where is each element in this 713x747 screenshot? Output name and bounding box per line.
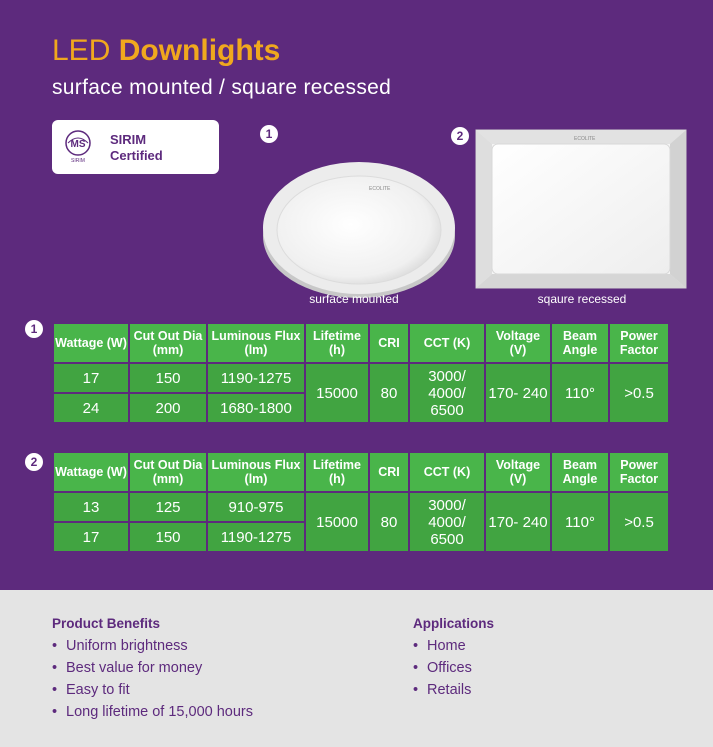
cell-cutout: 200: [129, 393, 207, 423]
list-item: • Easy to fit: [52, 679, 253, 701]
cert-line2: Certified: [110, 148, 163, 163]
cell-flux: 1680-1800: [207, 393, 305, 423]
product-benefits: [52, 616, 253, 723]
cell-voltage: 170- 240: [485, 363, 551, 423]
cell-wattage: 24: [53, 393, 129, 423]
product-1-number: 1: [260, 125, 278, 143]
th-lifetime: Lifetime (h): [305, 452, 369, 492]
table-header-row: [53, 323, 669, 363]
th-voltage: Voltage (V): [485, 323, 551, 363]
applications: [413, 616, 494, 701]
benefits-heading: Product Benefits: [52, 616, 161, 631]
product-2-caption: sqaure recessed: [537, 292, 627, 306]
list-item: • Retails: [413, 679, 494, 701]
th-flux: Luminous Flux (lm): [207, 452, 305, 492]
cell-lifetime: 15000: [305, 492, 369, 552]
cell-cri: 80: [369, 492, 409, 552]
list-item: • Uniform brightness: [52, 635, 253, 657]
th-voltage: Voltage (V): [485, 452, 551, 492]
list-item: • Home: [413, 635, 494, 657]
product-1-brand: ECOLITE: [369, 186, 391, 192]
product-1-caption: surface mounted: [309, 292, 399, 306]
cell-flux: 1190-1275: [207, 363, 305, 393]
surface-mounted-downlight-image: [255, 128, 455, 298]
table-header-row: [53, 452, 669, 492]
cell-pf: >0.5: [609, 363, 669, 423]
bottom-section: [0, 590, 713, 747]
cell-beam: 110°: [551, 363, 609, 423]
table-2-number: 2: [25, 453, 43, 471]
sirim-certified-badge: [52, 120, 219, 174]
sirim-logo-subtext: SIRIM: [71, 158, 85, 164]
cell-cutout: 150: [129, 522, 207, 552]
cell-wattage: 13: [53, 492, 129, 522]
table-1-number: 1: [25, 320, 43, 338]
list-item: • Offices: [413, 657, 494, 679]
th-wattage: Wattage (W): [53, 323, 129, 363]
th-cutout: Cut Out Dia (mm): [129, 452, 207, 492]
cell-flux: 910-975: [207, 492, 305, 522]
th-beam: Beam Angle: [551, 452, 609, 492]
applications-list: [413, 635, 494, 701]
sirim-logo-text: MS: [70, 139, 86, 150]
cell-cri: 80: [369, 363, 409, 423]
th-pf: Power Factor: [609, 452, 669, 492]
product-2-brand: ECOLITE: [574, 136, 596, 142]
th-flux: Luminous Flux (lm): [207, 323, 305, 363]
th-wattage: Wattage (W): [53, 452, 129, 492]
cell-cutout: 150: [129, 363, 207, 393]
spec-table-2: [52, 451, 670, 553]
th-cri: CRI: [369, 452, 409, 492]
list-item: • Best value for money: [52, 657, 253, 679]
cell-cct: 3000/ 4000/ 6500: [409, 363, 485, 423]
th-beam: Beam Angle: [551, 323, 609, 363]
title-light: LED: [52, 34, 111, 67]
cell-beam: 110°: [551, 492, 609, 552]
cell-wattage: 17: [53, 522, 129, 552]
title-bold: Downlights: [118, 34, 281, 67]
th-cct: CCT (K): [409, 452, 485, 492]
cell-wattage: 17: [53, 363, 129, 393]
th-cct: CCT (K): [409, 323, 485, 363]
page-title: [52, 36, 280, 66]
sirim-logo-icon: [64, 129, 92, 165]
th-lifetime: Lifetime (h): [305, 323, 369, 363]
product-2-number: 2: [451, 127, 469, 145]
page-subtitle: surface mounted / square recessed: [52, 76, 392, 99]
list-item: • Long lifetime of 15,000 hours: [52, 701, 253, 723]
benefits-list: [52, 635, 253, 723]
spec-table-1: [52, 322, 670, 424]
table-row: [53, 492, 669, 522]
table-row: [53, 363, 669, 393]
th-pf: Power Factor: [609, 323, 669, 363]
cell-pf: >0.5: [609, 492, 669, 552]
cell-cutout: 125: [129, 492, 207, 522]
cert-line1: SIRIM: [110, 132, 147, 147]
cell-flux: 1190-1275: [207, 522, 305, 552]
cert-text: [110, 132, 163, 164]
square-recessed-downlight-image: [474, 128, 688, 290]
cell-voltage: 170- 240: [485, 492, 551, 552]
th-cri: CRI: [369, 323, 409, 363]
applications-heading: Applications: [413, 616, 495, 631]
cell-cct: 3000/ 4000/ 6500: [409, 492, 485, 552]
cell-lifetime: 15000: [305, 363, 369, 423]
th-cutout: Cut Out Dia (mm): [129, 323, 207, 363]
